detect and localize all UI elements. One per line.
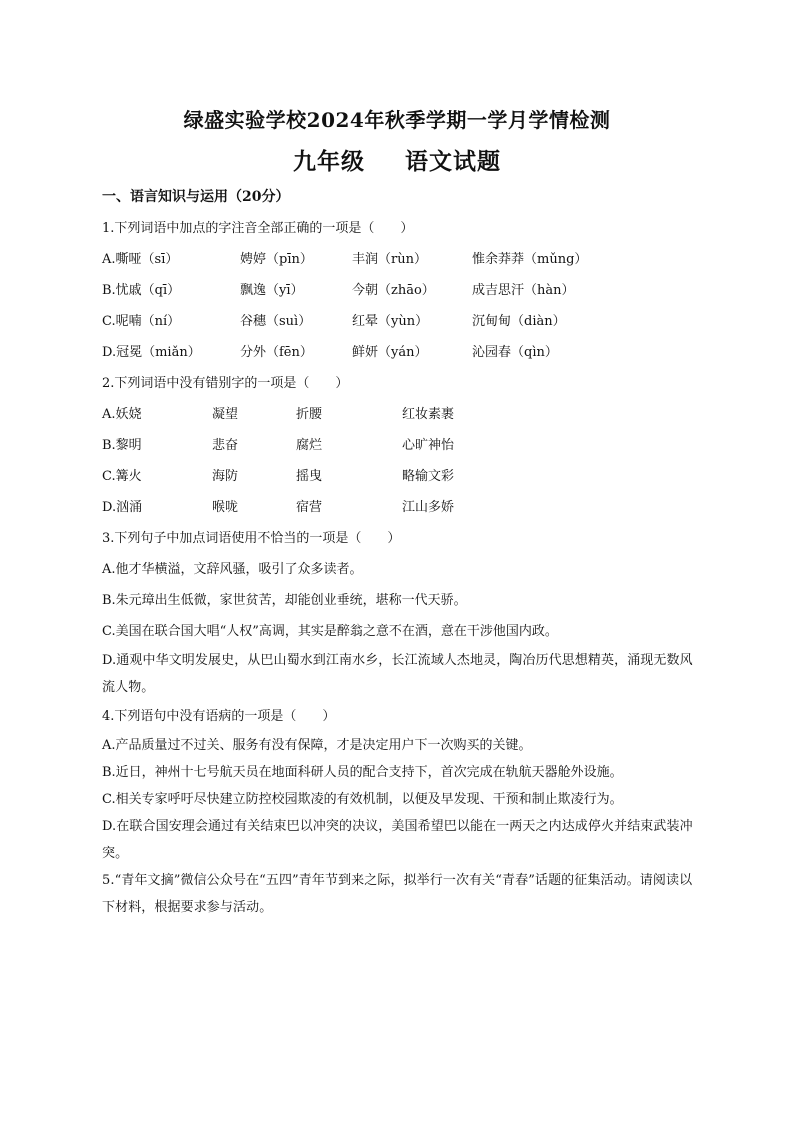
q1-c-item-3: 红晕（yùn） [352, 314, 429, 329]
q1-b-item-4: 成吉思汗（hàn） [472, 283, 575, 298]
q1-a-item-1: A.嘶哑（sī） [102, 252, 179, 267]
q1-d-item-1: D.冠冕（miǎn） [102, 345, 201, 360]
question-4-option-b: B.近日，神州十七号航天员在地面科研人员的配合支持下，首次完成在轨航天器舱外设施。 [102, 765, 623, 780]
question-2-option-c [102, 461, 702, 492]
q2-a-item-1: A.妖娆 [102, 407, 142, 422]
question-2-option-b [102, 430, 702, 461]
q1-c-item-2: 谷穗（suì） [240, 314, 312, 329]
question-3-option-a: A.他才华横溢，文辞风骚，吸引了众多读者。 [102, 562, 363, 577]
question-3-option-c: C.美国在联合国大唱“人权”高调，其实是醉翁之意不在酒，意在干涉他国内政。 [102, 624, 558, 639]
q1-d-item-3: 鲜妍（yán） [352, 345, 428, 360]
q2-b-item-3: 腐烂 [296, 438, 323, 453]
q2-c-item-3: 摇曳 [296, 469, 323, 484]
q2-c-item-1: C.篝火 [102, 469, 142, 484]
q2-c-item-2: 海防 [212, 469, 239, 484]
question-1-option-d [102, 337, 702, 368]
q1-d-item-2: 分外（fēn） [240, 345, 313, 360]
question-4-stem: 4.下列语句中没有语病的一项是（ ） [102, 709, 336, 724]
q1-c-item-4: 沉甸甸（diàn） [472, 314, 566, 329]
question-1-option-a [102, 244, 702, 275]
q2-d-item-1: D.汹涌 [102, 500, 143, 515]
question-3-option-d: D.通观中华文明发展史，从巴山蜀水到江南水乡，长江流域人杰地灵，陶冶历代思想精英，涌现无数风流人物。 [102, 653, 693, 695]
question-2-option-a [102, 399, 702, 430]
section-heading: 一、语言知识与运用（20分） [102, 189, 290, 205]
q1-b-item-1: B.忧戚（qī） [102, 283, 181, 298]
q1-a-item-4: 惟余莽莽（mǔng） [472, 252, 588, 267]
q1-a-item-3: 丰润（rùn） [352, 252, 427, 267]
question-4-option-d: D.在联合国安理会通过有关结束巴以冲突的决议，美国希望巴以能在一两天之内达成停火并结束武装冲突。 [102, 819, 693, 861]
question-1-option-b [102, 275, 702, 306]
question-3-stem: 3.下列句子中加点词语使用不恰当的一项是（ ） [102, 531, 401, 546]
q2-b-item-4: 心旷神怡 [402, 438, 455, 453]
q2-b-item-1: B.黎明 [102, 438, 142, 453]
question-1-stem: 1.下列词语中加点的字注音全部正确的一项是（ ） [102, 221, 414, 236]
q2-b-item-2: 悲奋 [212, 438, 239, 453]
question-4-option-a: A.产品质量过不过关、服务有没有保障，才是决定用户下一次购买的关键。 [102, 738, 532, 753]
subject-label: 语文试题 [405, 148, 501, 175]
question-3-option-b: B.朱元璋出生低微，家世贫苦，却能创业垂统，堪称一代天骄。 [102, 593, 467, 608]
q1-a-item-2: 娉婷（pīn） [240, 252, 313, 267]
q1-b-item-2: 飘逸（yī） [240, 283, 304, 298]
q2-a-item-2: 凝望 [212, 407, 239, 422]
question-2-stem: 2.下列词语中没有错别字的一项是（ ） [102, 376, 349, 391]
q2-d-item-3: 宿营 [296, 500, 323, 515]
grade-label: 九年级 [293, 148, 365, 175]
q2-d-item-4: 江山多娇 [402, 500, 455, 515]
question-4-option-c: C.相关专家呼吁尽快建立防控校园欺凌的有效机制，以便及早发现、干预和制止欺凌行为。 [102, 792, 623, 807]
q1-d-item-4: 沁园春（qìn） [472, 345, 558, 360]
q2-d-item-2: 喉咙 [212, 500, 239, 515]
q1-b-item-3: 今朝（zhāo） [352, 283, 435, 298]
q2-a-item-4: 红妆素裹 [402, 407, 455, 422]
q2-a-item-3: 折腰 [296, 407, 323, 422]
question-1-option-c [102, 306, 702, 337]
q2-c-item-4: 略输文彩 [402, 469, 455, 484]
question-5-stem: 5.“青年文摘”微信公众号在“五四”青年节到来之际，拟举行一次有关“青春”话题的征集活动。请阅读以下材料，根据要求参与活动。 [102, 873, 693, 915]
exam-title: 绿盛实验学校2024年秋季学期一学月学情检测 [183, 108, 611, 132]
q1-c-item-1: C.呢喃（ní） [102, 314, 181, 329]
exam-subtitle [0, 143, 794, 176]
exam-content [102, 182, 702, 921]
question-2-option-d [102, 492, 702, 523]
